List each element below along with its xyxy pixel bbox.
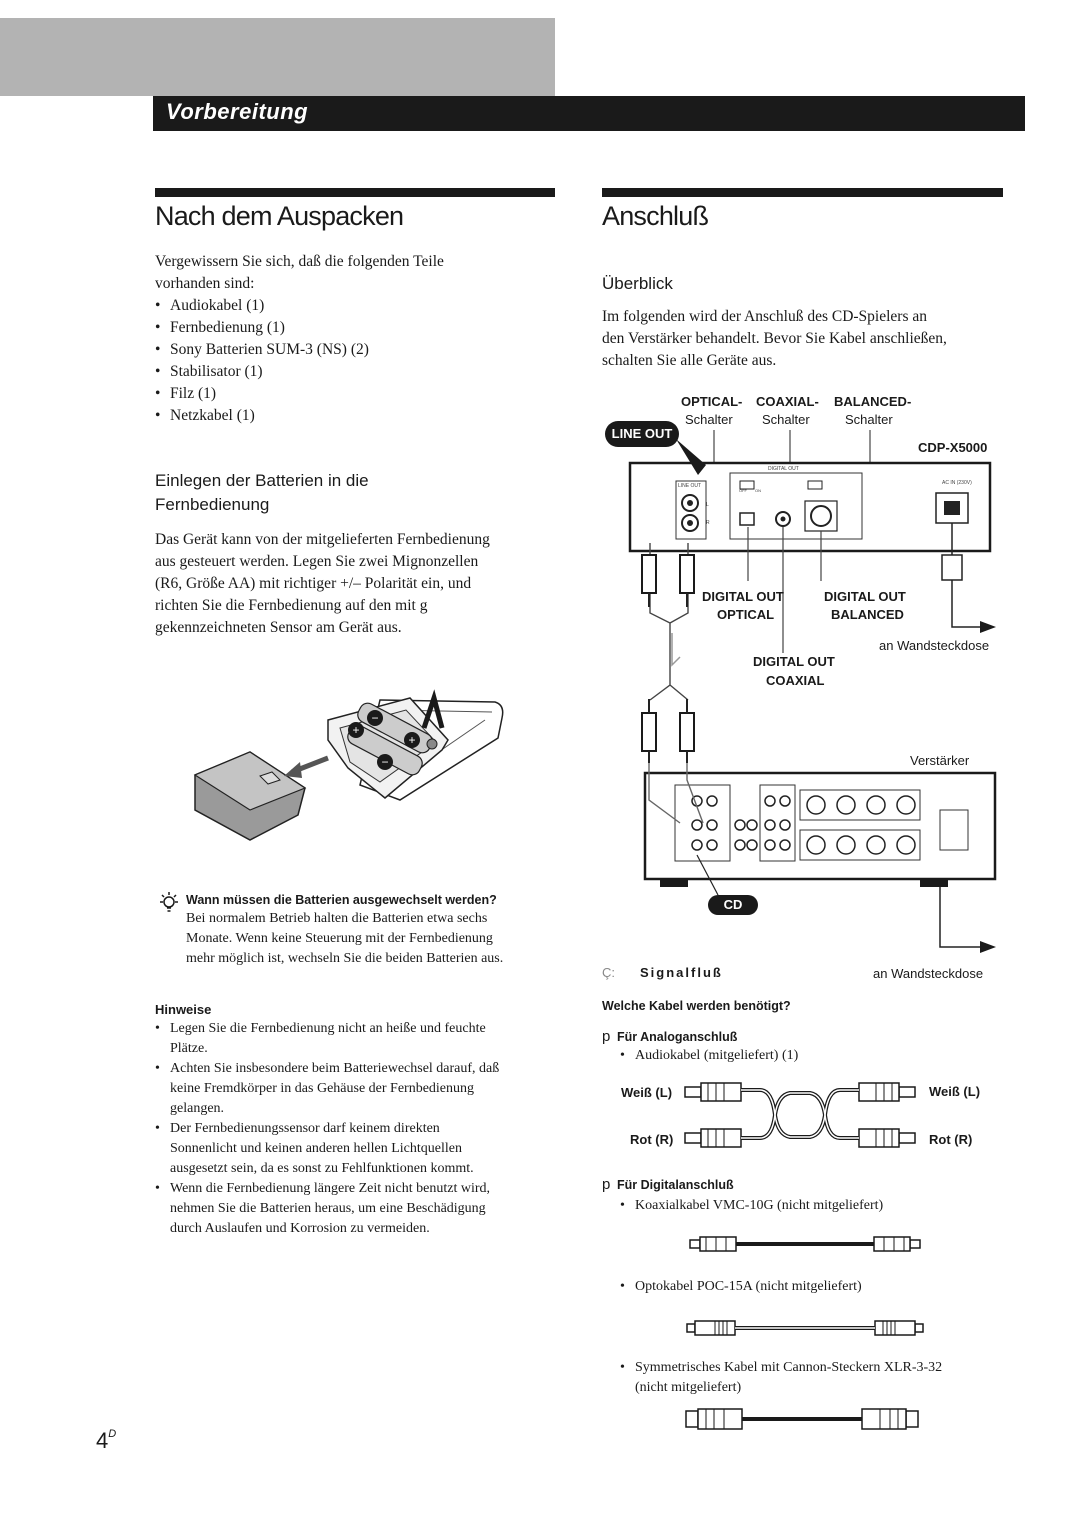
battery-text-line: aus gesteuert werden. Legen Sie zwei Mignonzellen (155, 553, 479, 570)
tip-lightbulb-icon (157, 890, 181, 914)
note-item (155, 1179, 565, 1239)
left-title-rule (155, 188, 555, 197)
cd-badge: CD (708, 895, 758, 915)
list-item (620, 1358, 1020, 1398)
note-line: • Legen Sie die Fernbedienung nicht an heiße und feuchte (170, 1021, 486, 1036)
tip-text (186, 909, 566, 969)
battery-heading (155, 469, 555, 517)
label-coaxial-switch: COAXIAL- (756, 394, 819, 409)
page-number-digit: 4 (96, 1428, 109, 1453)
note-item (155, 1019, 565, 1059)
battery-text-line: (R6, Größe AA) mit richtiger +/– Polarität ein, und (155, 575, 472, 592)
signal-flow-label: Signalfluß (640, 965, 723, 980)
page-title-connection: Anschluß (602, 201, 709, 231)
note-line: • Achten Sie insbesondere beim Batteriewechsel darauf, daß (170, 1061, 500, 1076)
svg-text:+: + (408, 733, 416, 747)
intro-text (155, 251, 555, 295)
battery-illustration (180, 680, 510, 860)
page-number-suffix: D (108, 1428, 117, 1440)
balanced-cable-illustration (684, 1406, 920, 1432)
label-white-left: Weiß (L) (621, 1085, 673, 1100)
audio-cable-illustration (680, 1075, 920, 1155)
label-balanced: BALANCED (831, 607, 904, 622)
svg-text:−: − (371, 711, 379, 725)
tip-text-line: Bei normalem Betrieb halten die Batterien etwa sechs (186, 911, 488, 926)
tip-text-line: mehr möglich ist, wechseln Sie die beiden Batterien aus. (186, 951, 504, 966)
panel-on: ON (755, 488, 761, 493)
battery-text (155, 529, 565, 639)
amplifier-unit (645, 773, 995, 879)
label-balanced-switch: BALANCED- (834, 394, 912, 409)
battery-text-line: richten Sie die Fernbedienung auf den mit g (155, 597, 428, 614)
balanced-list (620, 1358, 1020, 1398)
analog-heading: Für Analoganschluß (617, 1030, 738, 1044)
section-label: Vorbereitung (166, 99, 309, 124)
signal-flow-symbol: Ç: (602, 965, 615, 980)
battery-heading-line: Einlegen der Batterien in die (155, 471, 369, 490)
label-schalter-2: Schalter (762, 412, 810, 427)
label-digital-out-optical-1: DIGITAL OUT (702, 589, 784, 604)
note-line: nehmen Sie die Batterien heraus, um eine Beschädigung (170, 1201, 486, 1216)
note-line: durch Auslaufen und Korrosion zu vermeiden. (170, 1221, 430, 1236)
notes-heading: Hinweise (155, 1002, 212, 1017)
label-amplifier: Verstärker (910, 753, 970, 768)
balanced-item-line: (nicht mitgeliefert) (635, 1380, 742, 1395)
note-line: Sonnenlicht und keinen anderen hellen Lichtquellen (170, 1141, 462, 1156)
balanced-item-line: • Symmetrisches Kabel mit Cannon-Steckern XLR-3-32 (635, 1360, 943, 1375)
parts-list (155, 295, 555, 427)
battery-text-line: gekennzeichneten Sensor am Gerät aus. (155, 619, 402, 636)
header-grey-band (0, 18, 555, 96)
label-schalter-1: Schalter (685, 412, 733, 427)
cables-heading: Welche Kabel werden benötigt? (602, 999, 791, 1013)
right-title-rule (602, 188, 1003, 197)
panel-line-out: LINE OUT (678, 483, 702, 489)
note-line: • Der Fernbedienungssensor darf keinem direkten (170, 1121, 440, 1136)
intro-line: Vergewissern Sie sich, daß die folgenden Teile (155, 253, 444, 270)
list-item: • Fernbedienung (1) (155, 317, 555, 339)
tip-text-line: Monate. Wenn keine Steuerung mit der Fernbedienung (186, 931, 493, 946)
note-line: keine Fremdkörper in das Gehäuse der Fernbedienung (170, 1081, 475, 1096)
note-line: gelangen. (170, 1101, 225, 1116)
note-item (155, 1059, 565, 1119)
label-red-left: Rot (R) (630, 1132, 674, 1147)
list-item: • Sony Batterien SUM-3 (NS) (2) (155, 339, 555, 361)
intro-line: vorhanden sind: (155, 275, 255, 292)
label-optical: OPTICAL (717, 607, 775, 622)
list-item: • Optokabel POC-15A (nicht mitgeliefert) (620, 1277, 1000, 1297)
list-item: • Filz (1) (155, 383, 555, 405)
overview-heading: Überblick (602, 274, 673, 293)
line-out-badge: LINE OUT (605, 421, 679, 447)
note-item (155, 1119, 565, 1179)
coax-list (620, 1196, 1000, 1216)
notes-list (155, 1019, 565, 1239)
panel-l: L (706, 502, 709, 508)
optical-cable-illustration (685, 1318, 925, 1338)
overview-text (602, 306, 1012, 372)
battery-heading-line: Fernbedienung (155, 495, 270, 514)
panel-ac-in: AC IN (230V) (942, 480, 972, 486)
analog-list (620, 1046, 1000, 1066)
label-schalter-3: Schalter (845, 412, 893, 427)
page-title-unpacking: Nach dem Auspacken (155, 201, 404, 231)
note-line: Plätze. (170, 1041, 208, 1056)
note-line: ausgesetzt sein, da es sonst zu Fehlfunktionen kommt. (170, 1161, 474, 1176)
digital-heading: Für Digitalanschluß (617, 1178, 734, 1192)
label-model: CDP-X5000 (918, 440, 988, 455)
svg-text:−: − (381, 755, 389, 769)
note-line: • Wenn die Fernbedienung längere Zeit nicht benutzt wird, (170, 1181, 490, 1196)
label-white-right: Weiß (L) (929, 1084, 981, 1099)
panel-r: R (706, 520, 710, 526)
panel-off: OFF (739, 488, 747, 493)
list-item: • Audiokabel (1) (155, 295, 555, 317)
label-digital-out-coaxial-1: DIGITAL OUT (753, 654, 835, 669)
overview-line: schalten Sie alle Geräte aus. (602, 352, 777, 369)
label-red-right: Rot (R) (929, 1132, 973, 1147)
svg-text:+: + (352, 723, 360, 737)
list-item: • Koaxialkabel VMC-10G (nicht mitgeliefert) (620, 1196, 1000, 1216)
analog-marker: p (602, 1028, 611, 1045)
digital-marker: p (602, 1176, 611, 1193)
label-digital-out-balanced-1: DIGITAL OUT (824, 589, 906, 604)
coaxial-cable-illustration (688, 1234, 922, 1254)
list-item: • Netzkabel (1) (155, 405, 555, 427)
list-item: • Audiokabel (mitgeliefert) (1) (620, 1046, 1000, 1066)
tip-title: Wann müssen die Batterien ausgewechselt werden? (186, 893, 497, 907)
label-optical-switch: OPTICAL- (681, 394, 743, 409)
list-item: • Stabilisator (1) (155, 361, 555, 383)
label-coaxial: COAXIAL (766, 673, 825, 688)
label-wall-outlet-2: an Wandsteckdose (873, 966, 984, 981)
battery-text-line: Das Gerät kann von der mitgelieferten Fernbedienung (155, 531, 490, 548)
overview-line: Im folgenden wird der Anschluß des CD-Spielers an (602, 308, 928, 325)
label-wall-outlet-1: an Wandsteckdose (879, 638, 990, 653)
optical-list (620, 1277, 1000, 1297)
page-number (96, 1428, 116, 1454)
overview-line: den Verstärker behandelt. Bevor Sie Kabel anschließen, (602, 330, 947, 347)
panel-digital-out: DIGITAL OUT (768, 466, 799, 472)
